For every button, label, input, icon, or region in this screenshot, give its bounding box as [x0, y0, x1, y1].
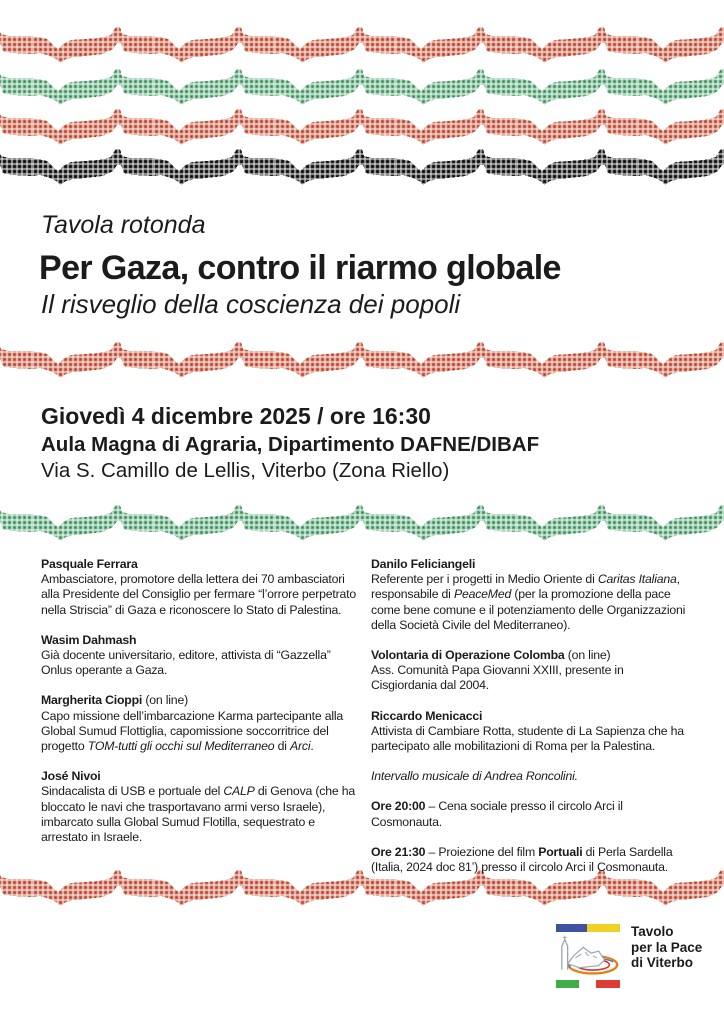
embroidery-band	[0, 149, 724, 187]
embroidery-band	[0, 505, 724, 543]
event-subtitle: Il risveglio della coscienza dei popoli	[41, 289, 461, 319]
embroidery-band	[0, 109, 724, 147]
logo-flag-bar-bottom	[556, 980, 620, 988]
tavolo-pace-logo	[556, 924, 702, 988]
logo-graphic	[556, 924, 622, 988]
speaker-block: Danilo Feliciangeli Referente per i progetti in Medio Oriente di Caritas Italiana, responsabile di PeaceMed (per la promozione della pace come bene comune e il potenziamento delle Organizzazioni della Società Civile del Mediterraneo).	[371, 557, 686, 632]
event-datetime: Giovedì 4 dicembre 2025 / ore 16:30	[41, 403, 431, 429]
speaker-block: Margherita Cioppi (on line) Capo missione dell’imbarcazione Karma partecipante alla Global Sumud Flottiglia, capomissione soccorritrice del progetto TOM-tutti gli occhi sul Mediterraneo di Arci.	[41, 693, 344, 754]
speaker-block: Ore 21:30 – Proiezione del film Portuali di Perla Sardella (Italia, 2024 doc 81’) presso il circolo Arci il Cosmonauta.	[371, 844, 673, 875]
speaker-block: Intervallo musicale di Andrea Roncolini.	[371, 769, 578, 784]
speaker-block: Riccardo Menicacci Attivista di Cambiare Rotta, studente di La Sapienza che ha partecipato alle mobilitazioni di Roma per la Palestina.	[371, 708, 684, 754]
logo-text-line: per la Pace	[631, 939, 703, 955]
speaker-block: José Nivoi Sindacalista di USB e portuale del CALP di Genova (che ha bloccato le navi che trasportavano armi verso Israele), imbarcato sulla Global Sumud Flotilla, sequestrato e arrestato in Israele.	[41, 769, 355, 845]
speaker-block: Pasquale Ferrara Ambasciatore, promotore della lettera dei 70 ambasciatori alla Presidente del Consiglio per fermare “l’orrore perpetrato nella Striscia” di Gaza e riconoscere lo Stato di Palestina.	[41, 557, 356, 617]
logo-text-line: Tavolo	[631, 924, 674, 939]
event-title: Per Gaza, contro il riarmo globale	[39, 249, 561, 287]
embroidery-band	[0, 69, 724, 107]
event-kicker: Tavola rotonda	[41, 211, 206, 239]
embroidery-band	[0, 27, 724, 65]
speaker-block: Ore 20:00 – Cena sociale presso il circolo Arci il Cosmonauta.	[371, 799, 623, 829]
viterbo-sketch	[556, 934, 622, 978]
speakers-right-column	[371, 557, 687, 890]
event-when-where	[41, 401, 539, 484]
event-address: Via S. Camillo de Lellis, Viterbo (Zona Riello)	[41, 459, 450, 482]
speakers-left-column	[41, 557, 359, 860]
logo-flag-bar-top	[556, 924, 620, 932]
logo-text-line: di Viterbo	[631, 955, 694, 970]
embroidery-band	[0, 342, 724, 380]
speaker-block: Wasim Dahmash Già docente universitario, editore, attivista di “Gazzella” Onlus operante a Gaza.	[41, 632, 331, 678]
event-venue: Aula Magna di Agraria, Dipartimento DAFNE/DIBAF	[41, 433, 540, 456]
logo-text	[631, 924, 702, 971]
speaker-block: Volontaria di Operazione Colomba (on line) Ass. Comunità Papa Giovanni XXIII, presente in Cisgiordania dal 2004.	[371, 648, 624, 693]
